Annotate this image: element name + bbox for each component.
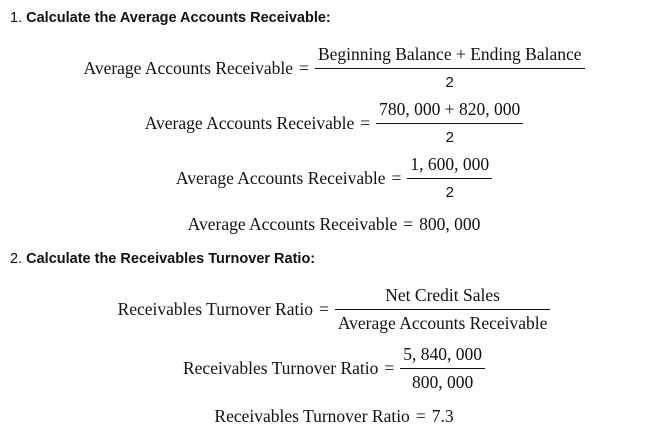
equation-lhs: Average Accounts Receivable — [187, 214, 398, 234]
fraction-denominator: 800, 000 — [412, 372, 474, 392]
equation-lhs: Receivables Turnover Ratio — [182, 358, 379, 378]
equation-lhs: Receivables Turnover Ratio — [117, 299, 313, 319]
fraction — [335, 285, 551, 334]
equation-lhs: Receivables Turnover Ratio — [214, 406, 410, 426]
fraction-numerator: Net Credit Sales — [385, 285, 500, 305]
result-average-ar — [0, 214, 668, 235]
equation-lhs: Average Accounts Receivable — [83, 58, 294, 78]
equals-sign: = — [384, 358, 395, 378]
equals-sign: = — [391, 168, 402, 188]
fraction-numerator: 780, 000 + 820, 000 — [379, 99, 521, 119]
equals-sign: = — [403, 214, 414, 234]
result-turnover-ratio — [0, 406, 668, 427]
fraction-numerator: 5, 840, 000 — [403, 344, 482, 364]
equals-sign: = — [360, 113, 371, 133]
step-1-title: Calculate the Average Accounts Receivable: — [26, 10, 331, 26]
step-1-heading — [10, 10, 331, 26]
fraction-denominator: 2 — [445, 184, 454, 201]
step-1-number: 1. — [10, 10, 23, 26]
substitution-turnover-ratio — [0, 344, 668, 393]
sum-average-ar — [0, 154, 668, 203]
fraction — [400, 344, 485, 393]
fraction-denominator: Average Accounts Receivable — [337, 313, 548, 333]
equation-result: 7.3 — [431, 406, 454, 426]
fraction — [315, 44, 585, 93]
step-2-heading — [10, 251, 315, 267]
fraction — [407, 154, 492, 203]
formula-average-ar — [0, 44, 668, 93]
equation-lhs: Average Accounts Receivable — [175, 168, 386, 188]
fraction — [376, 99, 523, 148]
step-2-title: Calculate the Receivables Turnover Ratio: — [26, 251, 316, 267]
fraction-numerator: 1, 600, 000 — [410, 154, 490, 174]
fraction-denominator: 2 — [445, 74, 454, 91]
fraction-denominator: 2 — [445, 129, 454, 146]
formula-turnover-ratio — [0, 285, 668, 334]
substitution-average-ar — [0, 99, 668, 148]
equals-sign: = — [318, 299, 329, 319]
fraction-numerator: Beginning Balance + Ending Balance — [317, 44, 582, 64]
equation-result: 800, 000 — [419, 214, 481, 234]
equals-sign: = — [415, 406, 426, 426]
step-2-number: 2. — [10, 251, 23, 267]
equals-sign: = — [299, 58, 309, 78]
equation-lhs: Average Accounts Receivable — [144, 113, 355, 133]
